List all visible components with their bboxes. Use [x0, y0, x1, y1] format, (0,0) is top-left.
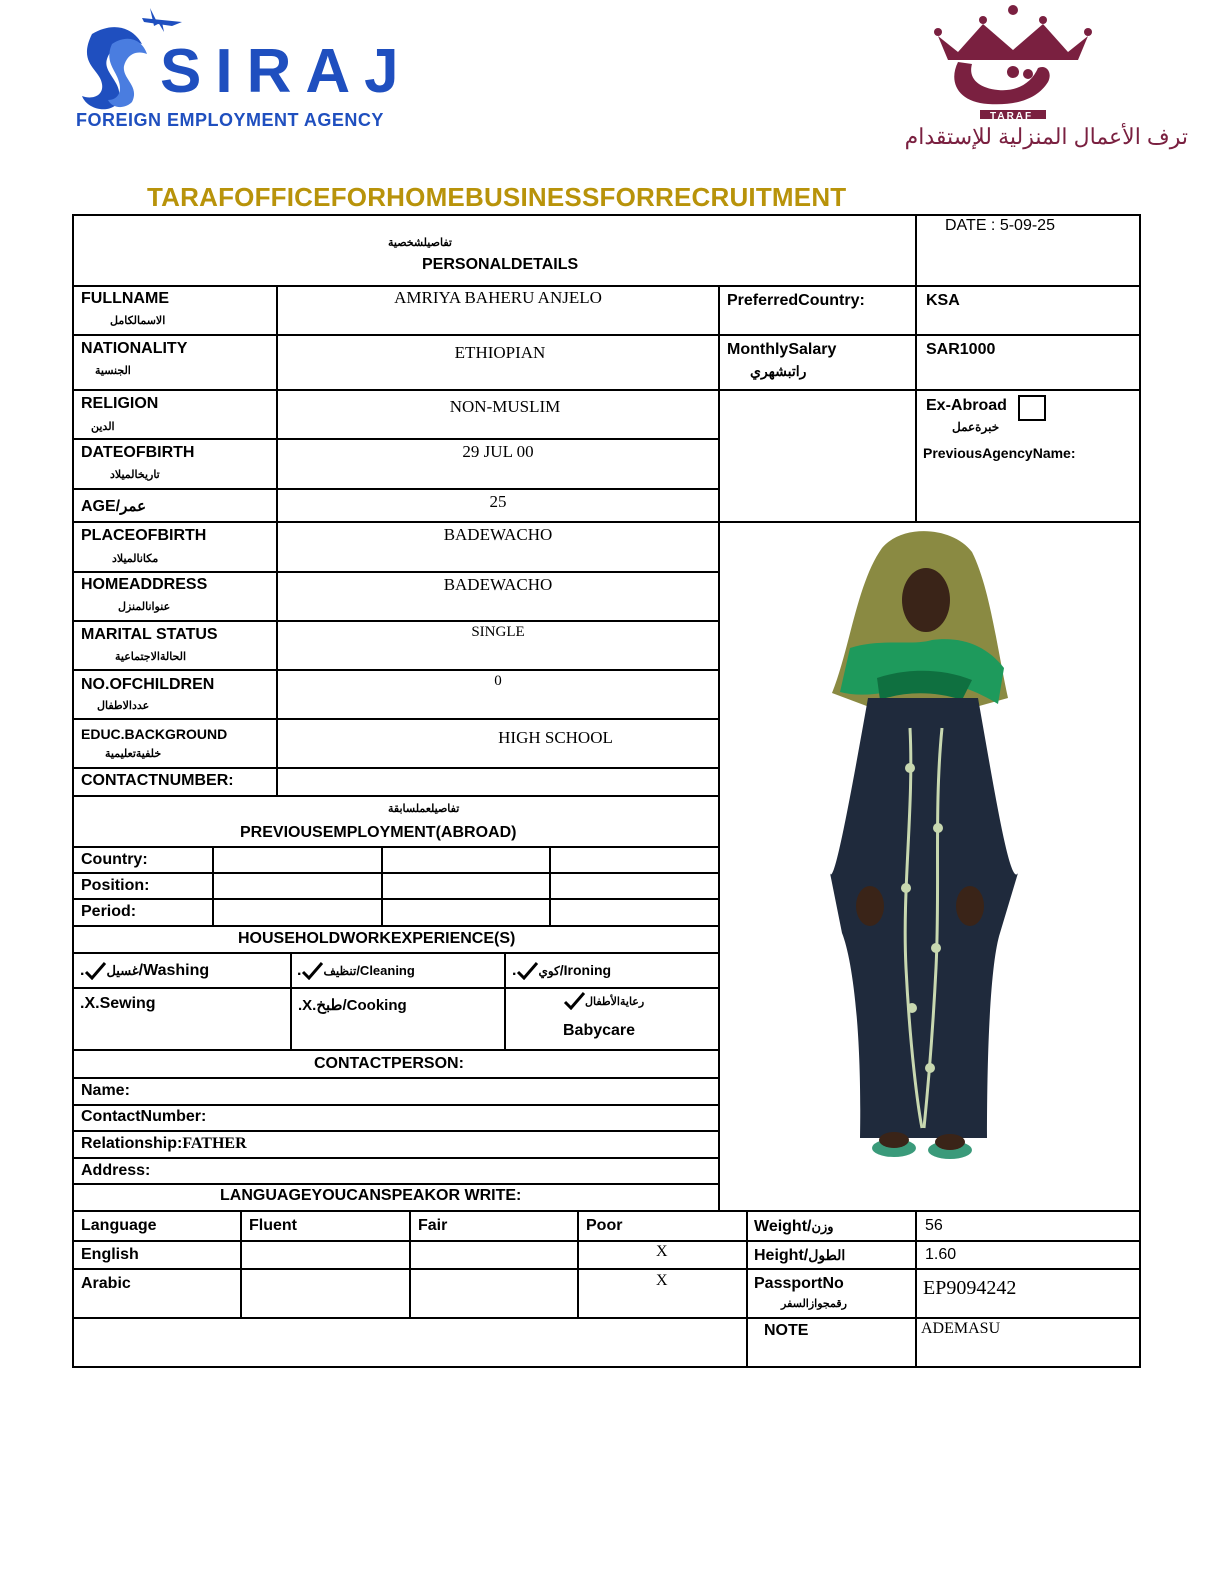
passport-label: PassportNo: [754, 1275, 844, 1292]
prev-employment-row-position: Position:: [81, 877, 150, 894]
contact-person-relationship: Relationship:FATHER: [81, 1135, 247, 1152]
contact-person-number-label: ContactNumber:: [81, 1108, 207, 1125]
nationality-label: NATIONALITY: [81, 340, 188, 357]
contact-person-name-label: Name:: [81, 1082, 130, 1099]
lang-header-fair: Fair: [418, 1217, 448, 1234]
preferred-country-value: KSA: [926, 292, 960, 309]
pob-label: PLACEOFBIRTH: [81, 527, 207, 544]
religion-value: NON-MUSLIM: [449, 397, 561, 416]
household-cooking: .X.طبخ/Cooking: [298, 997, 407, 1014]
weight-label-arabic: وزن: [811, 1219, 834, 1234]
passport-value: EP9094242: [923, 1277, 1017, 1299]
age-value: 25: [489, 492, 507, 511]
address-label-arabic: عنوانالمنزل: [118, 601, 171, 613]
weight-value: 56: [925, 1217, 943, 1234]
lang-row-arabic: Arabic: [81, 1275, 131, 1292]
fullname-label-arabic: الاسمالكامل: [110, 315, 166, 327]
household-babycare: رعايةالأطفال: [563, 992, 644, 1010]
pob-value: BADEWACHO: [443, 525, 553, 544]
taraf-name: TARAF: [990, 111, 1034, 122]
household-ironing: . كوي/Ironing: [512, 962, 612, 979]
preferred-country-label: PreferredCountry:: [727, 292, 865, 309]
household-cleaning: . تنظيف/Cleaning: [297, 962, 415, 979]
address-value: BADEWACHO: [443, 575, 553, 594]
educ-label: EDUC.BACKGROUND: [81, 726, 228, 742]
salary-value: SAR1000: [926, 341, 996, 358]
salary-label: MonthlySalary: [727, 341, 837, 358]
personal-section-arabic: تفاصيلشخصية: [388, 237, 452, 249]
children-label: NO.OFCHILDREN: [81, 676, 215, 693]
contact-person-address-label: Address:: [81, 1162, 151, 1179]
note-label: NOTE: [764, 1322, 809, 1339]
note-value: ADEMASU: [921, 1320, 1001, 1337]
taraf-crown-logo: [928, 2, 1098, 120]
relationship-value: FATHER: [182, 1135, 247, 1152]
age-label: AGE/عمر: [81, 498, 147, 515]
lang-header-poor: Poor: [586, 1217, 623, 1234]
salary-label-arabic: راتبشهري: [750, 363, 807, 379]
prev-employment-title: PREVIOUSEMPLOYMENT(ABROAD): [240, 824, 517, 841]
checkmark-icon: [84, 962, 106, 980]
height-label: Height/الطول: [754, 1247, 846, 1264]
lang-arabic-poor: X: [656, 1272, 668, 1289]
applicant-photo: [822, 528, 1022, 1193]
religion-label: RELIGION: [81, 395, 159, 412]
fullname-value: AMRIYA BAHERU ANJELO: [394, 288, 602, 307]
marital-value: SINGLE: [471, 624, 525, 640]
household-babycare-label: Babycare: [563, 1022, 636, 1039]
prev-employment-row-country: Country:: [81, 851, 148, 868]
contact-number-label: CONTACTNUMBER:: [81, 772, 234, 789]
languages-title: LANGUAGEYOUCANSPEAKOR WRITE:: [220, 1187, 522, 1204]
nationality-value: ETHIOPIAN: [454, 343, 546, 362]
passport-label-arabic: رقمجوازالسفر: [781, 1298, 847, 1310]
dob-label-arabic: تاريخالميلاد: [110, 469, 160, 481]
dob-value: 29 JUL 00: [462, 442, 534, 461]
ex-abroad-arabic: خبرةعمل: [952, 420, 1000, 434]
ex-abroad-label: Ex-Abroad: [926, 397, 1007, 414]
educ-value: HIGH SCHOOL: [498, 728, 613, 747]
religion-label-arabic: الدين: [91, 421, 115, 433]
nationality-label-arabic: الجنسية: [95, 365, 131, 377]
household-washing: . غسيل/Washing: [80, 962, 210, 979]
checkmark-icon: [563, 992, 585, 1010]
height-value: 1.60: [925, 1246, 957, 1263]
marital-label-arabic: الحالةالاجتماعية: [115, 651, 187, 663]
marital-label: MARITAL STATUS: [81, 626, 218, 643]
age-label-arabic: عمر: [120, 498, 147, 515]
address-label: HOMEADDRESS: [81, 576, 208, 593]
lang-english-poor: X: [656, 1243, 668, 1260]
ex-abroad-checkbox[interactable]: [1018, 395, 1046, 421]
checkmark-icon: [301, 962, 323, 980]
weight-label: Weight/وزن: [754, 1218, 834, 1235]
contact-person-title: CONTACTPERSON:: [314, 1055, 464, 1072]
previous-agency-label: PreviousAgencyName:: [923, 445, 1076, 461]
height-label-arabic: الطول: [808, 1247, 846, 1263]
siraj-subtitle: FOREIGN EMPLOYMENT AGENCY: [76, 110, 384, 130]
personal-section-title: PERSONALDETAILS: [422, 256, 579, 273]
prev-employment-arabic: تفاصيلعملسابقة: [388, 803, 460, 815]
children-label-arabic: عددالاطفال: [97, 700, 150, 712]
siraj-name: SIRAJ: [160, 37, 413, 106]
taraf-arabic-name: ترف الأعمال المنزلية للإستقدام: [904, 124, 1188, 149]
office-title: TARAFOFFICEFORHOMEBUSINESSFORRECRUITMENT: [147, 182, 847, 212]
household-title: HOUSEHOLDWORKEXPERIENCE(S): [238, 930, 516, 947]
educ-label-arabic: خلفيةتعليمية: [105, 748, 162, 760]
prev-employment-row-period: Period:: [81, 903, 137, 920]
pob-label-arabic: مكانالميلاد: [112, 553, 159, 565]
lang-header-fluent: Fluent: [249, 1217, 297, 1234]
checkmark-icon: [516, 962, 538, 980]
form-date: DATE : 5-09-25: [945, 217, 1055, 234]
fullname-label: FULLNAME: [81, 290, 169, 307]
children-value: 0: [494, 673, 502, 689]
household-sewing: .X.Sewing: [80, 995, 156, 1012]
lang-row-english: English: [81, 1246, 139, 1263]
lang-header-language: Language: [81, 1217, 157, 1234]
dob-label: DATEOFBIRTH: [81, 444, 195, 461]
